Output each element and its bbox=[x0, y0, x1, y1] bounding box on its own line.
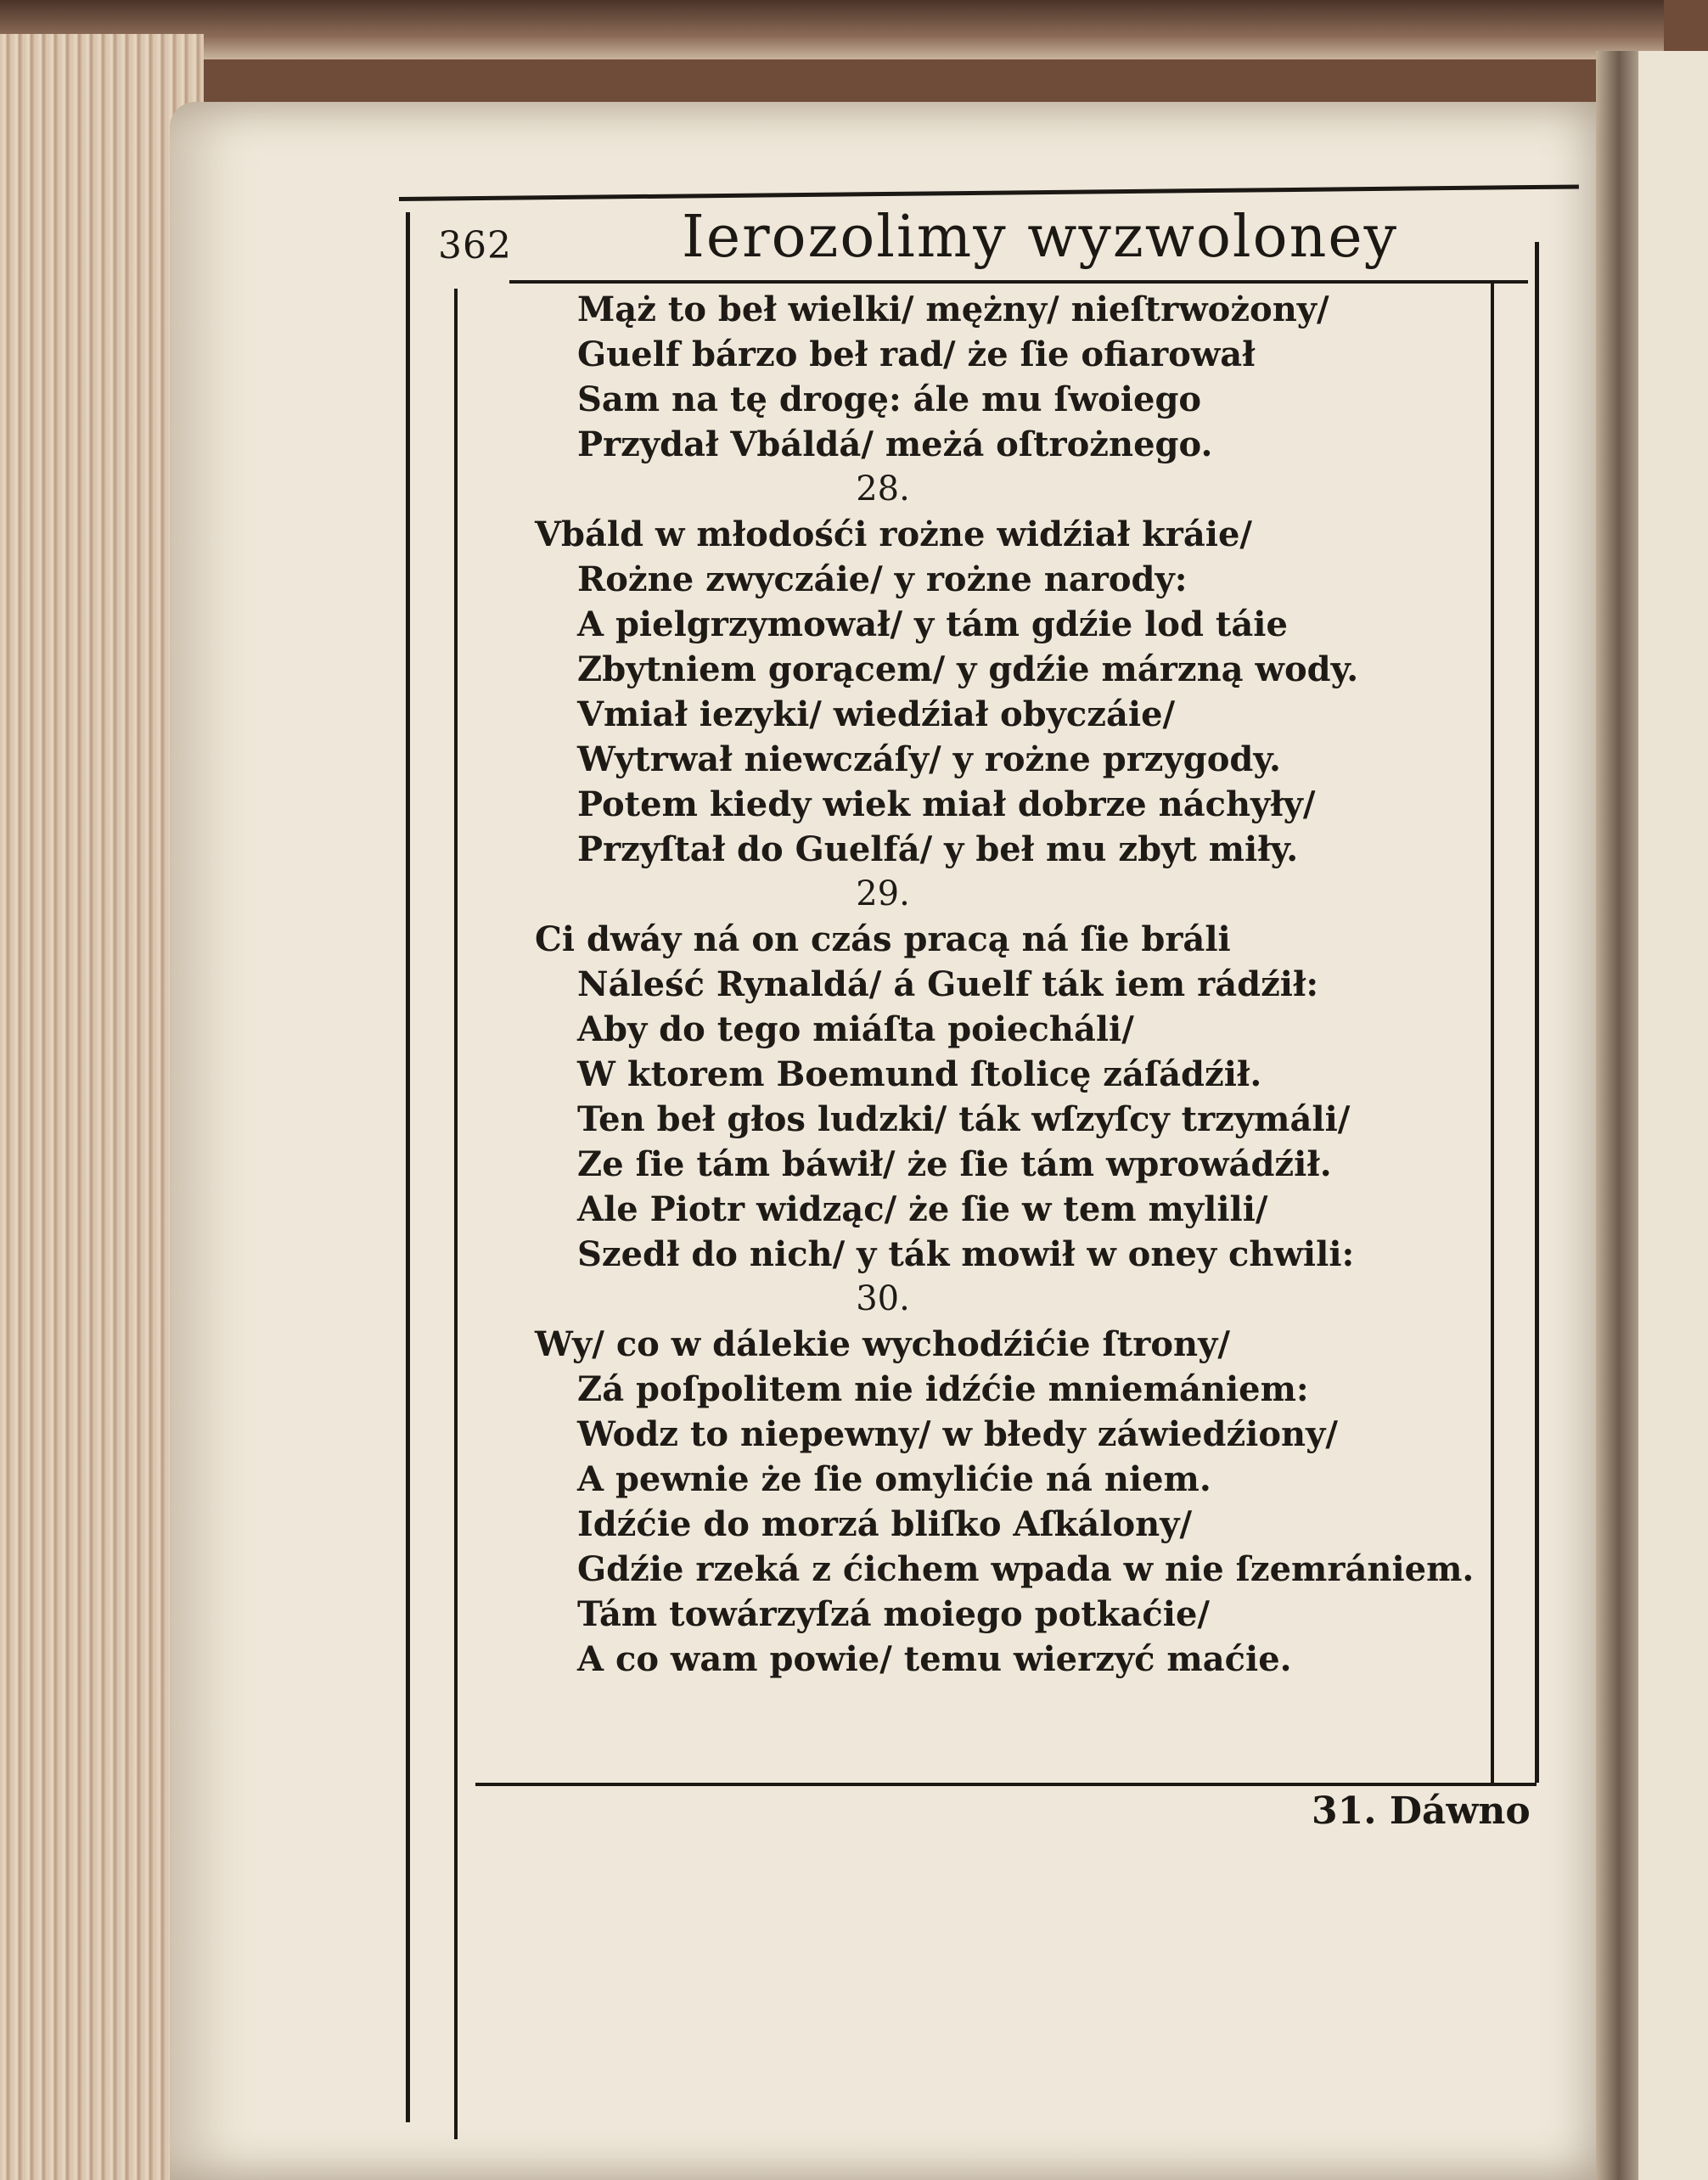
verse-line: Idźćie do morzá bliſko Aſkálony/ bbox=[577, 1504, 1193, 1544]
page-title: Ierozolimy wyzwoloney bbox=[681, 204, 1399, 271]
verse-line: A co wam powie/ temu wierzyć maćie. bbox=[577, 1639, 1292, 1679]
verse-line: Przyſtał do Guelfá/ y beł mu zbyt miły. bbox=[577, 829, 1299, 869]
verse-line: Ci dwáy ná on czás pracą ná ſie bráli bbox=[535, 919, 1231, 959]
catchword: 31. Dáwno bbox=[1312, 1790, 1531, 1833]
verse-line: Wy/ co w dálekie wychodźićie ſtrony/ bbox=[535, 1324, 1230, 1364]
verse-line: W ktorem Boemund ſtolicę záſádźił. bbox=[577, 1054, 1262, 1094]
running-head bbox=[438, 204, 1401, 280]
verse-line: Zá poſpolitem nie idźćie mniemániem: bbox=[577, 1369, 1309, 1409]
verse-line: Tám towárzyſzá moiego potkaćie/ bbox=[577, 1594, 1210, 1634]
verse-line: Rożne zwyczáie/ y rożne narody: bbox=[577, 559, 1188, 599]
frame-bottom-rule bbox=[475, 1783, 1537, 1786]
verse-line: Ten beł głos ludzki/ ták wſzyſcy trzymáli/ bbox=[577, 1099, 1351, 1139]
frame-left-rule-inner bbox=[454, 289, 458, 2139]
verse-line: Gdźie rzeká z ćichem wpada w nie ſzemrániem. bbox=[577, 1549, 1475, 1589]
verse-line: Wytrwał niewczáſy/ y rożne przygody. bbox=[577, 739, 1281, 779]
frame-left-rule-outer bbox=[406, 212, 410, 2122]
verse-line: Náleść Rynaldá/ á Guelf ták iem rádźił: bbox=[577, 964, 1319, 1004]
frame-header-rule bbox=[509, 280, 1528, 284]
verse-line: Przydał Vbáldá/ meżá oſtrożnego. bbox=[577, 424, 1213, 464]
verse-line: Zbytniem gorącem/ y gdźie márzną wody. bbox=[577, 649, 1359, 689]
verse-line: Vbáld w młodośći rożne widźiał kráie/ bbox=[535, 514, 1253, 554]
verse-line: Vmiał iezyki/ wiedźiał obyczáie/ bbox=[577, 694, 1176, 734]
verse-line: Szedł do nich/ y ták mowił w oney chwili: bbox=[577, 1234, 1355, 1274]
verse-line: Guelf bárzo beł rad/ że ſie ofiarował bbox=[577, 334, 1256, 374]
verse-line: Ze ſie tám báwił/ że ſie tám wprowádźił. bbox=[577, 1144, 1332, 1184]
verse-line: Ale Piotr widząc/ że ſie w tem mylili/ bbox=[577, 1189, 1268, 1229]
verse-line: Aby do tego miáſta poiecháli/ bbox=[577, 1009, 1134, 1049]
stanza-number: 28. bbox=[856, 469, 910, 508]
facing-page-edge bbox=[1638, 51, 1708, 2180]
verse-line: Potem kiedy wiek miał dobrze náchyły/ bbox=[577, 784, 1316, 824]
verse-line: A pielgrzymował/ y tám gdźie lod táie bbox=[577, 604, 1288, 644]
verse-line: Mąż to beł wielki/ mężny/ nieſtrwożony/ bbox=[577, 289, 1329, 329]
verse-line: Sam na tę drogę: ále mu ſwoiego bbox=[577, 379, 1202, 419]
verse-line: Wodz to niepewny/ w błedy záwiedźiony/ bbox=[577, 1414, 1338, 1454]
verse-line: A pewnie że ſie omylićie ná niem. bbox=[577, 1459, 1211, 1499]
poem-text bbox=[535, 287, 1494, 1682]
stanza-number: 30. bbox=[856, 1279, 910, 1318]
frame-right-rule-outer bbox=[1535, 242, 1539, 1783]
book-top-edge bbox=[0, 0, 1664, 59]
page-number: 362 bbox=[438, 224, 512, 267]
stanza-number: 29. bbox=[856, 874, 910, 913]
